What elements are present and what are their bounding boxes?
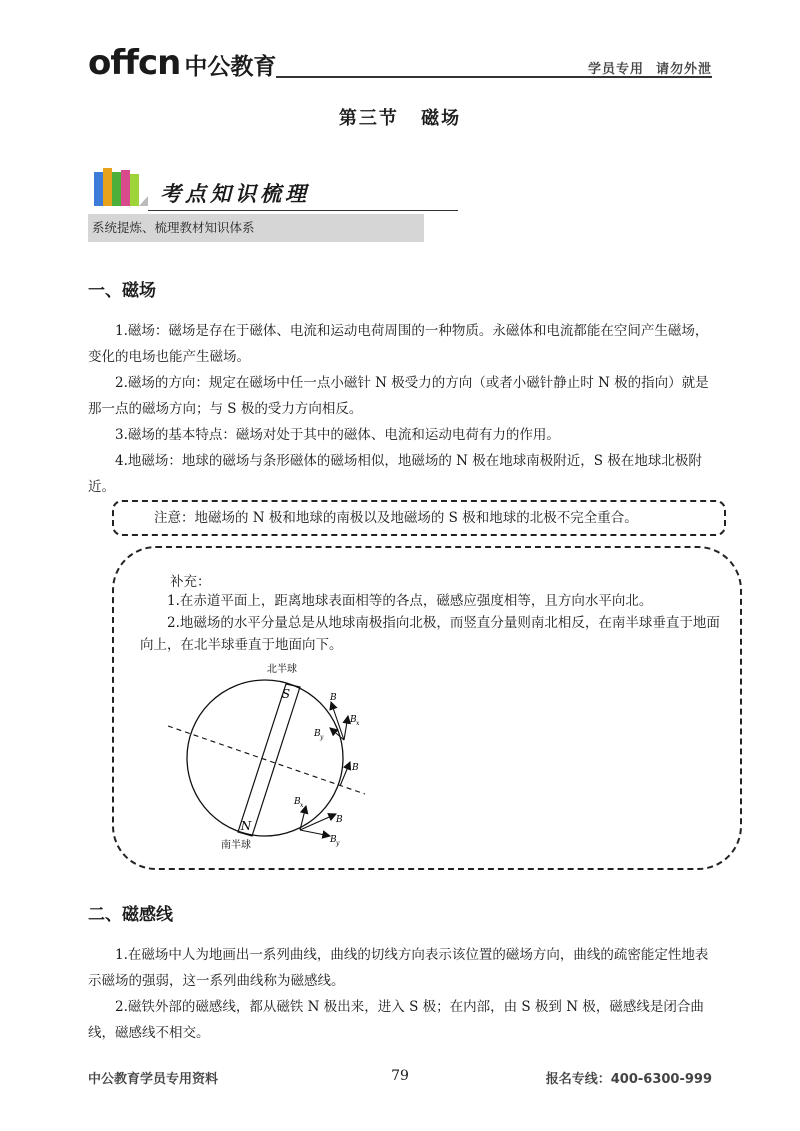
vector-bx-lower-sub: x <box>300 802 304 809</box>
vector-b-equator-label: B <box>352 763 359 773</box>
paragraph-6: 2.磁铁外部的磁感线，都从磁铁 N 极出来，进入 S 极；在内部，由 S 极到 N 极，磁感线是闭合曲线，磁感线不相交。 <box>88 999 704 1041</box>
page-title: 第三节 磁场 <box>338 108 462 129</box>
earth-circle <box>187 680 343 836</box>
vector-b-lower-label: B <box>336 815 343 825</box>
vector-by-upper-label: B <box>314 729 321 739</box>
vector-bx-lower-label: B <box>294 797 301 807</box>
vector-by-lower-sub: y <box>336 840 340 847</box>
page-number: 79 <box>391 1068 409 1084</box>
pole-s-label: S <box>281 687 291 701</box>
footer-left-text: 中公教育学员专用资料 <box>88 1072 219 1087</box>
books-icon <box>92 166 148 208</box>
south-hemisphere-label: 南半球 <box>221 840 251 851</box>
header-note-2: 请勿外泄 <box>655 62 712 77</box>
north-hemisphere-label: 北半球 <box>267 664 297 675</box>
vector-bx-upper <box>344 716 348 740</box>
header-note-1: 学员专用 <box>587 62 644 77</box>
vector-b-upper-label: B <box>330 693 337 703</box>
earth-magnetic-field-diagram <box>160 658 380 858</box>
vector-bx-upper-label: B <box>350 715 357 725</box>
equator-dashed-line <box>168 726 365 794</box>
logo-chinese-text: 中公教育 <box>184 53 277 80</box>
vector-b-lower <box>300 814 336 830</box>
vector-by-lower-label: B <box>330 835 337 845</box>
note-box: 注意：地磁场的 N 极和地球的南极以及地磁场的 S 极和地球的北极不完全重合。 <box>112 500 726 536</box>
brand-logo <box>88 36 277 83</box>
paragraph-1: 1.磁场：磁场是存在于磁体、电流和运动电荷周围的一种物质。永磁体和电流都能在空间产生磁场，变化的电场也能产生磁场。 <box>88 323 709 365</box>
vector-by-lower <box>300 830 330 836</box>
section-heading-field-lines: 二、磁感线 <box>88 905 173 925</box>
section-banner <box>88 162 458 242</box>
banner-title: 考点知识梳理 <box>160 181 310 206</box>
vector-bx-upper-sub: x <box>356 720 360 727</box>
supplement-item-1: 1.在赤道平面上，距离地球表面相等的各点，磁感应强度相等，且方向水平向北。 <box>167 593 653 609</box>
supplement-item-2: 2.地磁场的水平分量总是从地球南极指向北极，而竖直分量则南北相反，在南半球垂直于地面向上，在北半球垂直于地面向下。 <box>140 615 720 653</box>
header-confidential-note <box>576 58 712 77</box>
supplement-label: 补充： <box>170 574 211 590</box>
logo-latin-text: offcn <box>88 43 181 83</box>
bar-magnet <box>238 684 300 836</box>
paragraph-2: 2.磁场的方向：规定在磁场中任一点小磁针 N 极受力的方向（或者小磁针静止时 N 极的指向）就是那一点的磁场方向；与 S 极的受力方向相反。 <box>88 375 709 417</box>
paragraph-5: 1.在磁场中人为地画出一系列曲线，曲线的切线方向表示该位置的磁场方向，曲线的疏密能定性地表示磁场的强弱，这一系列曲线称为磁感线。 <box>88 947 709 989</box>
banner-rule <box>148 210 458 211</box>
vector-by-upper-sub: y <box>320 734 324 741</box>
section-heading-magnetic-field: 一、磁场 <box>88 281 156 301</box>
paragraph-3: 3.磁场的基本特点：磁场对处于其中的磁体、电流和运动电荷有力的作用。 <box>115 427 560 443</box>
paragraph-4: 4.地磁场：地球的磁场与条形磁体的磁场相似，地磁场的 N 极在地球南极附近，S 极在地球北极附近。 <box>88 453 702 495</box>
footer-hotline: 报名专线：400-6300-999 <box>545 1072 712 1087</box>
pole-n-label: N <box>240 819 252 833</box>
banner-subtitle: 系统提炼、梳理教材知识体系 <box>88 214 424 242</box>
